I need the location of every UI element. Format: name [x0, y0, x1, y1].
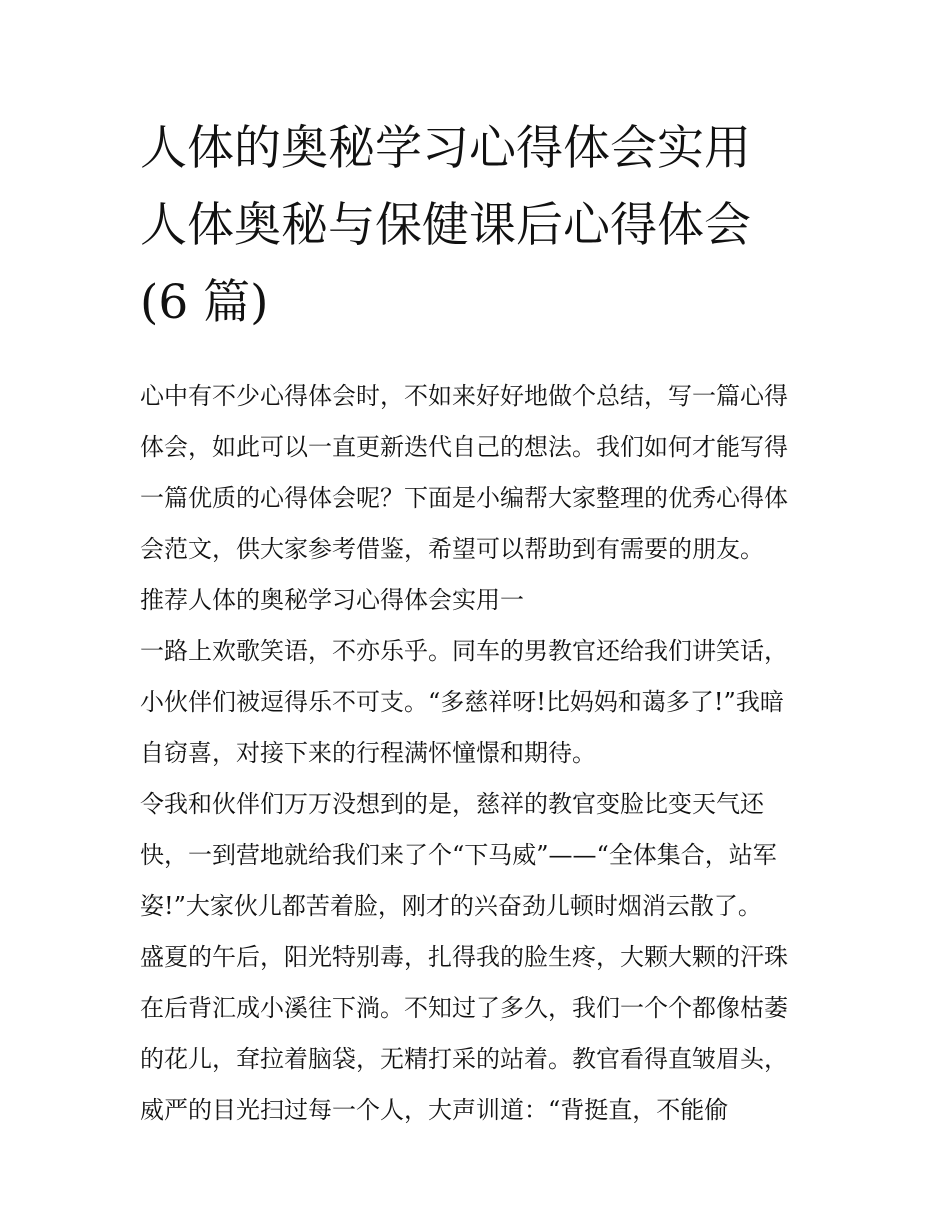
- text-line: 在后背汇成小溪往下淌。不知过了多久，我们一个个都像枯萎: [140, 994, 788, 1022]
- title-line: 人体奥秘与保健课后心得体会: [140, 198, 751, 253]
- body-paragraph: [140, 932, 830, 1136]
- text-line: 会范文，供大家参考借鉴，希望可以帮助到有需要的朋友。: [140, 535, 764, 563]
- text-line: 姿!”大家伙儿都苦着脸，刚才的兴奋劲儿顿时烟消云散了。: [140, 892, 762, 920]
- text-line: 小伙伴们被逗得乐不可支。“多慈祥呀!比妈妈和蔼多了!”我暗: [140, 688, 784, 716]
- text-line: 自窃喜，对接下来的行程满怀憧憬和期待。: [140, 739, 596, 767]
- body-paragraph: [140, 626, 830, 779]
- body-paragraph: [140, 779, 830, 932]
- text-line: 快，一到营地就给我们来了个“下马威”——“全体集合，站军: [140, 841, 777, 869]
- text-line: 一路上欢歌笑语，不亦乐乎。同车的男教官还给我们讲笑话，: [140, 637, 788, 665]
- text-line: 的花儿，耷拉着脑袋，无精打采的站着。教官看得直皱眉头，: [140, 1045, 788, 1073]
- document-title: [140, 110, 830, 341]
- title-line: (6 篇): [140, 275, 269, 330]
- intro-paragraph: [140, 371, 830, 575]
- document-content: [140, 110, 830, 1136]
- section-heading: [140, 575, 830, 626]
- text-line: 威严的目光扫过每一个人，大声训道：“背挺直，不能偷: [140, 1096, 729, 1124]
- text-line: 一篇优质的心得体会呢？下面是小编帮大家整理的优秀心得体: [140, 484, 788, 512]
- text-line: 盛夏的午后，阳光特别毒，扎得我的脸生疼，大颗大颗的汗珠: [140, 943, 788, 971]
- text-line: 心中有不少心得体会时，不如来好好地做个总结，写一篇心得: [140, 382, 788, 410]
- text-line: 体会，如此可以一直更新迭代自己的想法。我们如何才能写得: [140, 433, 788, 461]
- title-line: 人体的奥秘学习心得体会实用: [140, 121, 751, 176]
- text-line: 推荐人体的奥秘学习心得体会实用一: [140, 586, 524, 614]
- text-line: 令我和伙伴们万万没想到的是，慈祥的教官变脸比变天气还: [140, 790, 764, 818]
